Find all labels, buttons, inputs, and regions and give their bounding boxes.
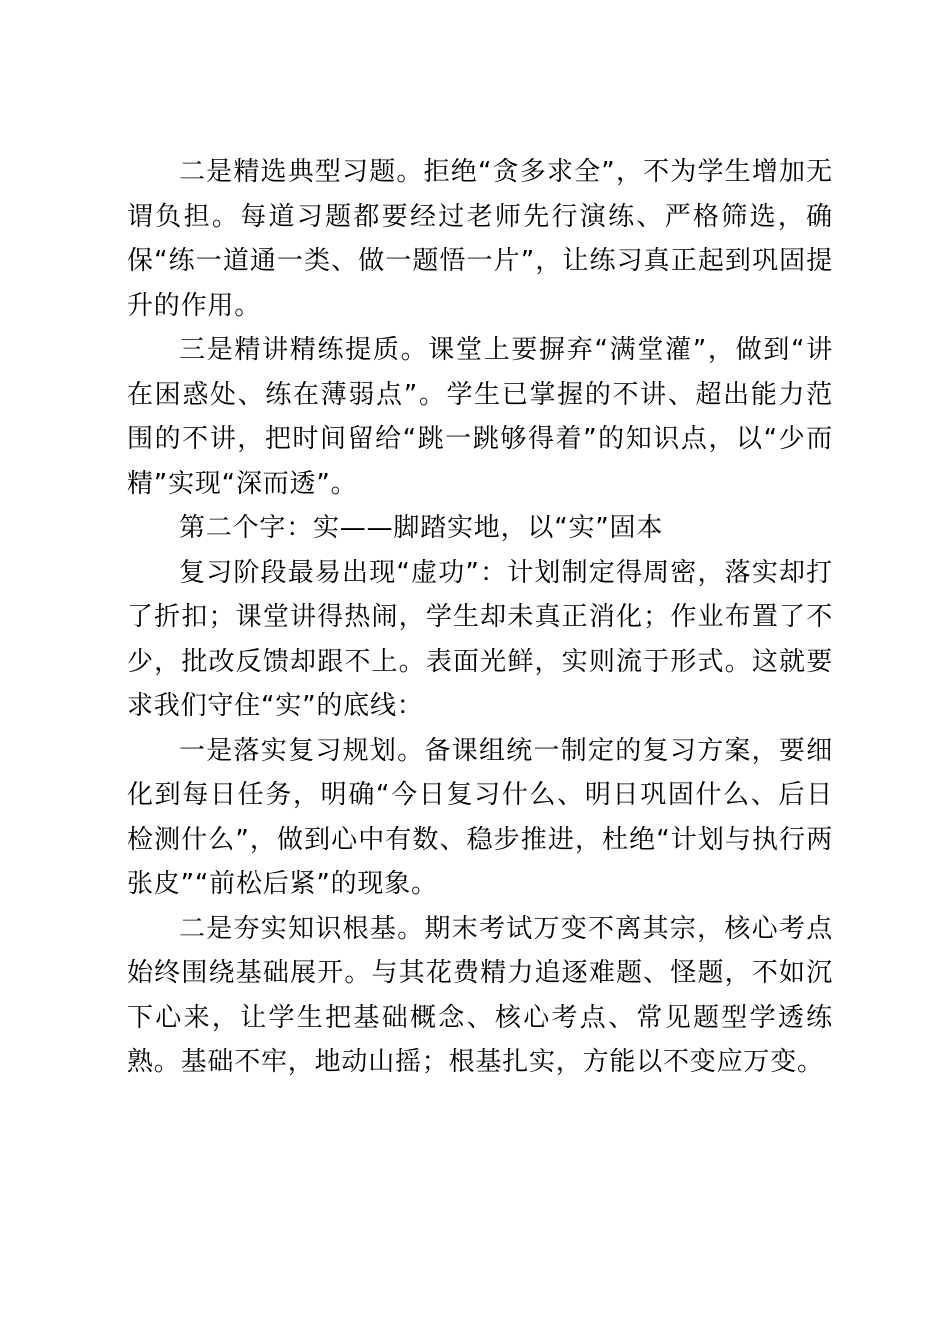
paragraph-teaching: 三是精讲精练提质。课堂上要摒弃“满堂灌”，做到“讲在困惑处、练在薄弱点”。学生已掌握的不讲、超出能力范围的不讲，把时间留给“跳一跳够得着”的知识点，以“少而精”实现“深而透”。 — [127, 335, 833, 499]
paragraph-foundation: 二是夯实知识根基。期末考试万变不离其宗，核心考点始终围绕基础展开。与其花费精力追逐难题、怪题，不如沉下心来，让学生把基础概念、核心考点、常见题型学透练熟。基础不牢，地动山摇；根基扎实，方能以不变应万变。 — [127, 913, 833, 1077]
paragraph-exercises: 二是精选典型习题。拒绝“贪多求全”，不为学生增加无谓负担。每道习题都要经过老师先行演练、严格筛选，确保“练一道通一类、做一题悟一片”，让练习真正起到巩固提升的作用。 — [127, 157, 833, 321]
paragraph-intro: 复习阶段最易出现“虚功”：计划制定得周密，落实却打了折扣；课堂讲得热闹，学生却未真正消化；作业布置了不少，批改反馈却跟不上。表面光鲜，实则流于形式。这就要求我们守住“实”的底线： — [127, 557, 833, 721]
section-heading: 第二个字：实——脚踏实地，以“实”固本 — [179, 513, 664, 543]
document-body — [127, 150, 833, 1085]
paragraph-planning: 一是落实复习规划。备课组统一制定的复习方案，要细化到每日任务，明确“今日复习什么、明日巩固什么、后日检测什么”，做到心中有数、稳步推进，杜绝“计划与执行两张皮”“前松后紧”的现象。 — [127, 735, 833, 899]
